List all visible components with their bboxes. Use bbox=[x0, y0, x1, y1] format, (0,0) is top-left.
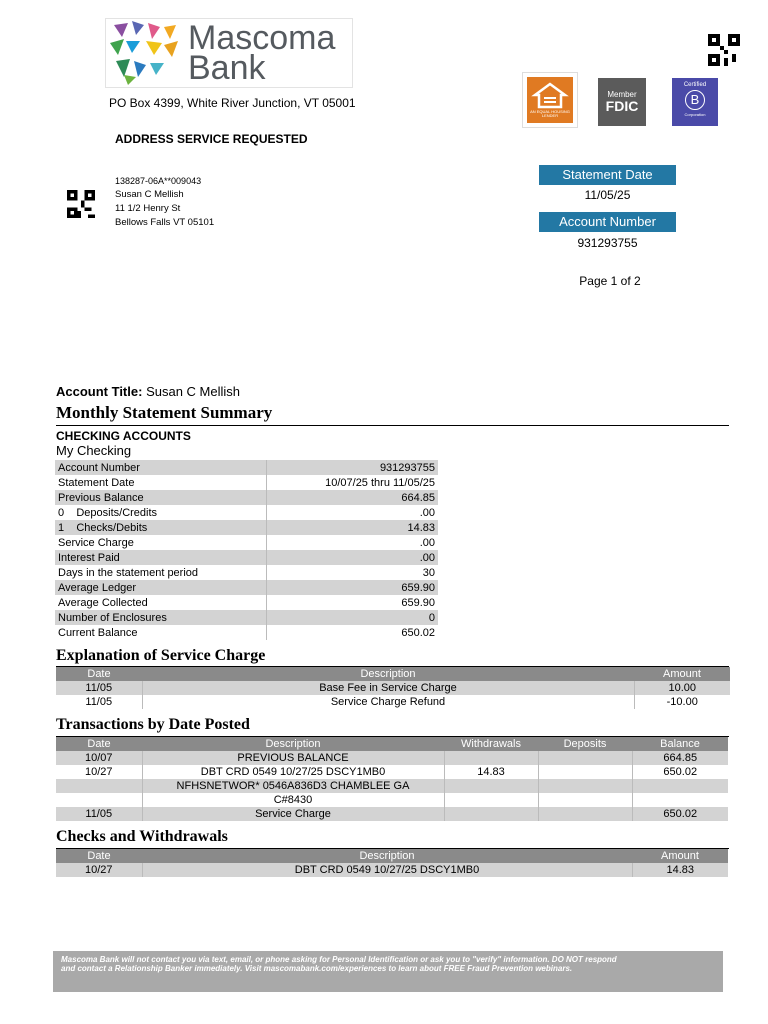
service-charge-header: Date bbox=[56, 667, 142, 681]
transactions-table bbox=[56, 737, 728, 821]
summary-label: Average Collected bbox=[55, 595, 267, 610]
mailing-street: 11 1/2 Henry St bbox=[115, 203, 181, 214]
transaction-header: Withdrawals bbox=[444, 737, 538, 751]
transaction-cell bbox=[538, 765, 632, 779]
bank-logo bbox=[105, 18, 353, 88]
summary-row bbox=[55, 580, 438, 595]
service-charge-header: Amount bbox=[634, 667, 730, 681]
transactions-title: Transactions by Date Posted bbox=[56, 716, 250, 733]
bank-address: PO Box 4399, White River Junction, VT 05001 bbox=[109, 96, 356, 110]
transaction-header: Description bbox=[142, 737, 444, 751]
summary-value: .00 bbox=[267, 550, 439, 565]
summary-row bbox=[55, 520, 438, 535]
checking-accounts-heading: CHECKING ACCOUNTS bbox=[56, 429, 191, 443]
service-charge-title: Explanation of Service Charge bbox=[56, 647, 266, 664]
transaction-cell bbox=[632, 779, 728, 793]
b-corp-icon bbox=[685, 90, 705, 110]
transaction-cell bbox=[444, 793, 538, 807]
fraud-notice-footer bbox=[53, 951, 723, 992]
b-corp-letter: B bbox=[690, 92, 700, 107]
check-header: Description bbox=[142, 849, 632, 863]
transaction-cell bbox=[444, 807, 538, 821]
summary-value: 10/07/25 thru 11/05/25 bbox=[325, 476, 435, 489]
fraud-notice-line2: and contact a Relationship Banker immediately. Visit mascomabank.com/experiences to learn about FREE Fraud Prevention webinars. bbox=[61, 964, 573, 973]
summary-row bbox=[55, 595, 438, 610]
equal-housing-text: AN EQUAL HOUSING LENDER bbox=[530, 109, 570, 118]
summary-value: .00 bbox=[419, 506, 435, 519]
mailing-address bbox=[115, 174, 214, 230]
account-title-label: Account Title: bbox=[56, 384, 143, 399]
mail-barcode-icon bbox=[67, 190, 95, 218]
service-charge-cell: 10.00 bbox=[634, 681, 730, 695]
service-charge-header: Description bbox=[142, 667, 634, 681]
summary-label: Average Ledger bbox=[55, 580, 267, 595]
transaction-cell bbox=[538, 793, 632, 807]
mailing-name: Susan C Mellish bbox=[115, 189, 184, 200]
transaction-row bbox=[56, 765, 728, 779]
check-cell: DBT CRD 0549 10/27/25 DSCY1MB0 bbox=[142, 863, 632, 877]
transaction-cell bbox=[444, 779, 538, 793]
summary-row bbox=[55, 460, 438, 475]
summary-value: 0 bbox=[267, 610, 439, 625]
transaction-cell bbox=[56, 779, 142, 793]
service-charge-cell: 11/05 bbox=[56, 681, 142, 695]
logo-mark-icon bbox=[106, 19, 180, 87]
transaction-cell: 664.85 bbox=[632, 751, 728, 765]
check-header: Date bbox=[56, 849, 142, 863]
transaction-cell: 10/27 bbox=[56, 765, 142, 779]
summary-label: Previous Balance bbox=[55, 490, 267, 505]
transaction-cell bbox=[538, 807, 632, 821]
service-charge-row bbox=[56, 695, 730, 709]
summary-value: 650.02 bbox=[401, 626, 435, 639]
transaction-cell: NFHSNETWOR* 0546A836D3 CHAMBLEE GA bbox=[142, 779, 444, 793]
service-charge-cell: Service Charge Refund bbox=[142, 695, 634, 709]
transaction-cell: 14.83 bbox=[444, 765, 538, 779]
checks-title: Checks and Withdrawals bbox=[56, 828, 228, 845]
statement-date-label: Statement Date bbox=[539, 165, 676, 185]
my-checking-heading: My Checking bbox=[56, 443, 132, 458]
summary-row bbox=[55, 535, 438, 550]
summary-value: .00 bbox=[419, 536, 435, 549]
summary-row bbox=[55, 610, 438, 625]
address-service-requested: ADDRESS SERVICE REQUESTED bbox=[115, 132, 308, 146]
fdic-member-text: Member bbox=[607, 90, 637, 99]
transaction-header: Deposits bbox=[538, 737, 632, 751]
transaction-cell bbox=[538, 751, 632, 765]
transaction-row bbox=[56, 751, 728, 765]
service-charge-cell: Base Fee in Service Charge bbox=[142, 681, 634, 695]
transaction-cell bbox=[56, 793, 142, 807]
account-title bbox=[56, 384, 240, 399]
transaction-cell: Service Charge bbox=[142, 807, 444, 821]
transaction-cell: C#8430 bbox=[142, 793, 444, 807]
fdic-text: FDIC bbox=[605, 98, 639, 114]
checks-table bbox=[56, 849, 728, 877]
transaction-cell: PREVIOUS BALANCE bbox=[142, 751, 444, 765]
transaction-cell: DBT CRD 0549 10/27/25 DSCY1MB0 bbox=[142, 765, 444, 779]
check-header: Amount bbox=[632, 849, 728, 863]
summary-title: Monthly Statement Summary bbox=[56, 403, 273, 422]
house-icon bbox=[527, 81, 573, 111]
summary-value: 30 bbox=[422, 566, 435, 579]
transaction-cell: 650.02 bbox=[663, 766, 698, 778]
summary-row bbox=[55, 550, 438, 565]
mailing-city: Bellows Falls VT 05101 bbox=[115, 217, 215, 228]
b-corp-corporation-text: Corporation bbox=[684, 112, 706, 117]
summary-value: 659.90 bbox=[267, 580, 439, 595]
summary-row bbox=[55, 490, 438, 505]
service-charge-table bbox=[56, 667, 730, 709]
summary-label: Days in the statement period bbox=[55, 565, 267, 580]
summary-label: 1 Checks/Debits bbox=[55, 520, 267, 535]
transaction-row bbox=[56, 779, 728, 793]
summary-row bbox=[55, 625, 438, 640]
summary-table bbox=[55, 460, 438, 640]
summary-label: Account Number bbox=[55, 460, 267, 475]
summary-label: Interest Paid bbox=[55, 550, 267, 565]
check-cell: 10/27 bbox=[56, 863, 142, 877]
transaction-row bbox=[56, 793, 728, 807]
summary-label: Statement Date bbox=[55, 475, 267, 490]
summary-label: Number of Enclosures bbox=[55, 610, 267, 625]
service-charge-row bbox=[56, 681, 730, 695]
fraud-notice-line1: Mascoma Bank will not contact you via text, email, or phone asking for Personal Identification or ask you to "verify" information. DO NOT respond bbox=[61, 955, 617, 964]
account-number: 931293755 bbox=[577, 236, 638, 250]
check-cell: 14.83 bbox=[632, 863, 728, 877]
summary-value: 659.90 bbox=[401, 596, 435, 609]
transaction-cell: 10/07 bbox=[56, 751, 142, 765]
summary-label: Current Balance bbox=[55, 625, 267, 640]
summary-label: 0 Deposits/Credits bbox=[55, 505, 267, 520]
b-corp-badge bbox=[672, 78, 718, 126]
transaction-row bbox=[56, 807, 728, 821]
account-number-label: Account Number bbox=[539, 212, 676, 232]
summary-row bbox=[55, 505, 438, 520]
summary-label: Service Charge bbox=[55, 535, 267, 550]
page-number: Page 1 of 2 bbox=[579, 274, 641, 288]
summary-row bbox=[55, 475, 438, 490]
service-charge-cell: 11/05 bbox=[56, 695, 142, 709]
member-fdic-badge bbox=[598, 78, 646, 126]
mailing-code: 138287-06A**009043 bbox=[115, 176, 202, 186]
transaction-cell bbox=[632, 793, 728, 807]
equal-housing-lender-badge bbox=[522, 72, 578, 128]
summary-value: 931293755 bbox=[267, 460, 439, 475]
qr-code-icon bbox=[708, 34, 740, 66]
summary-row bbox=[55, 565, 438, 580]
check-row bbox=[56, 863, 728, 877]
transaction-cell: 650.02 bbox=[632, 807, 728, 821]
statement-date: 11/05/25 bbox=[584, 188, 631, 202]
service-charge-cell: -10.00 bbox=[666, 696, 698, 708]
bank-name-line1: Mascoma bbox=[188, 19, 336, 57]
b-corp-certified-text: Certified bbox=[683, 82, 707, 88]
summary-rule bbox=[56, 425, 729, 426]
bank-name-line2: Bank bbox=[188, 49, 266, 87]
transaction-cell bbox=[444, 751, 538, 765]
summary-value: 14.83 bbox=[267, 520, 439, 535]
transaction-header: Balance bbox=[632, 737, 728, 751]
transaction-cell: 11/05 bbox=[56, 807, 142, 821]
account-title-value: Susan C Mellish bbox=[146, 384, 240, 399]
transaction-header: Date bbox=[56, 737, 142, 751]
summary-value: 664.85 bbox=[267, 490, 439, 505]
transaction-cell bbox=[538, 779, 632, 793]
